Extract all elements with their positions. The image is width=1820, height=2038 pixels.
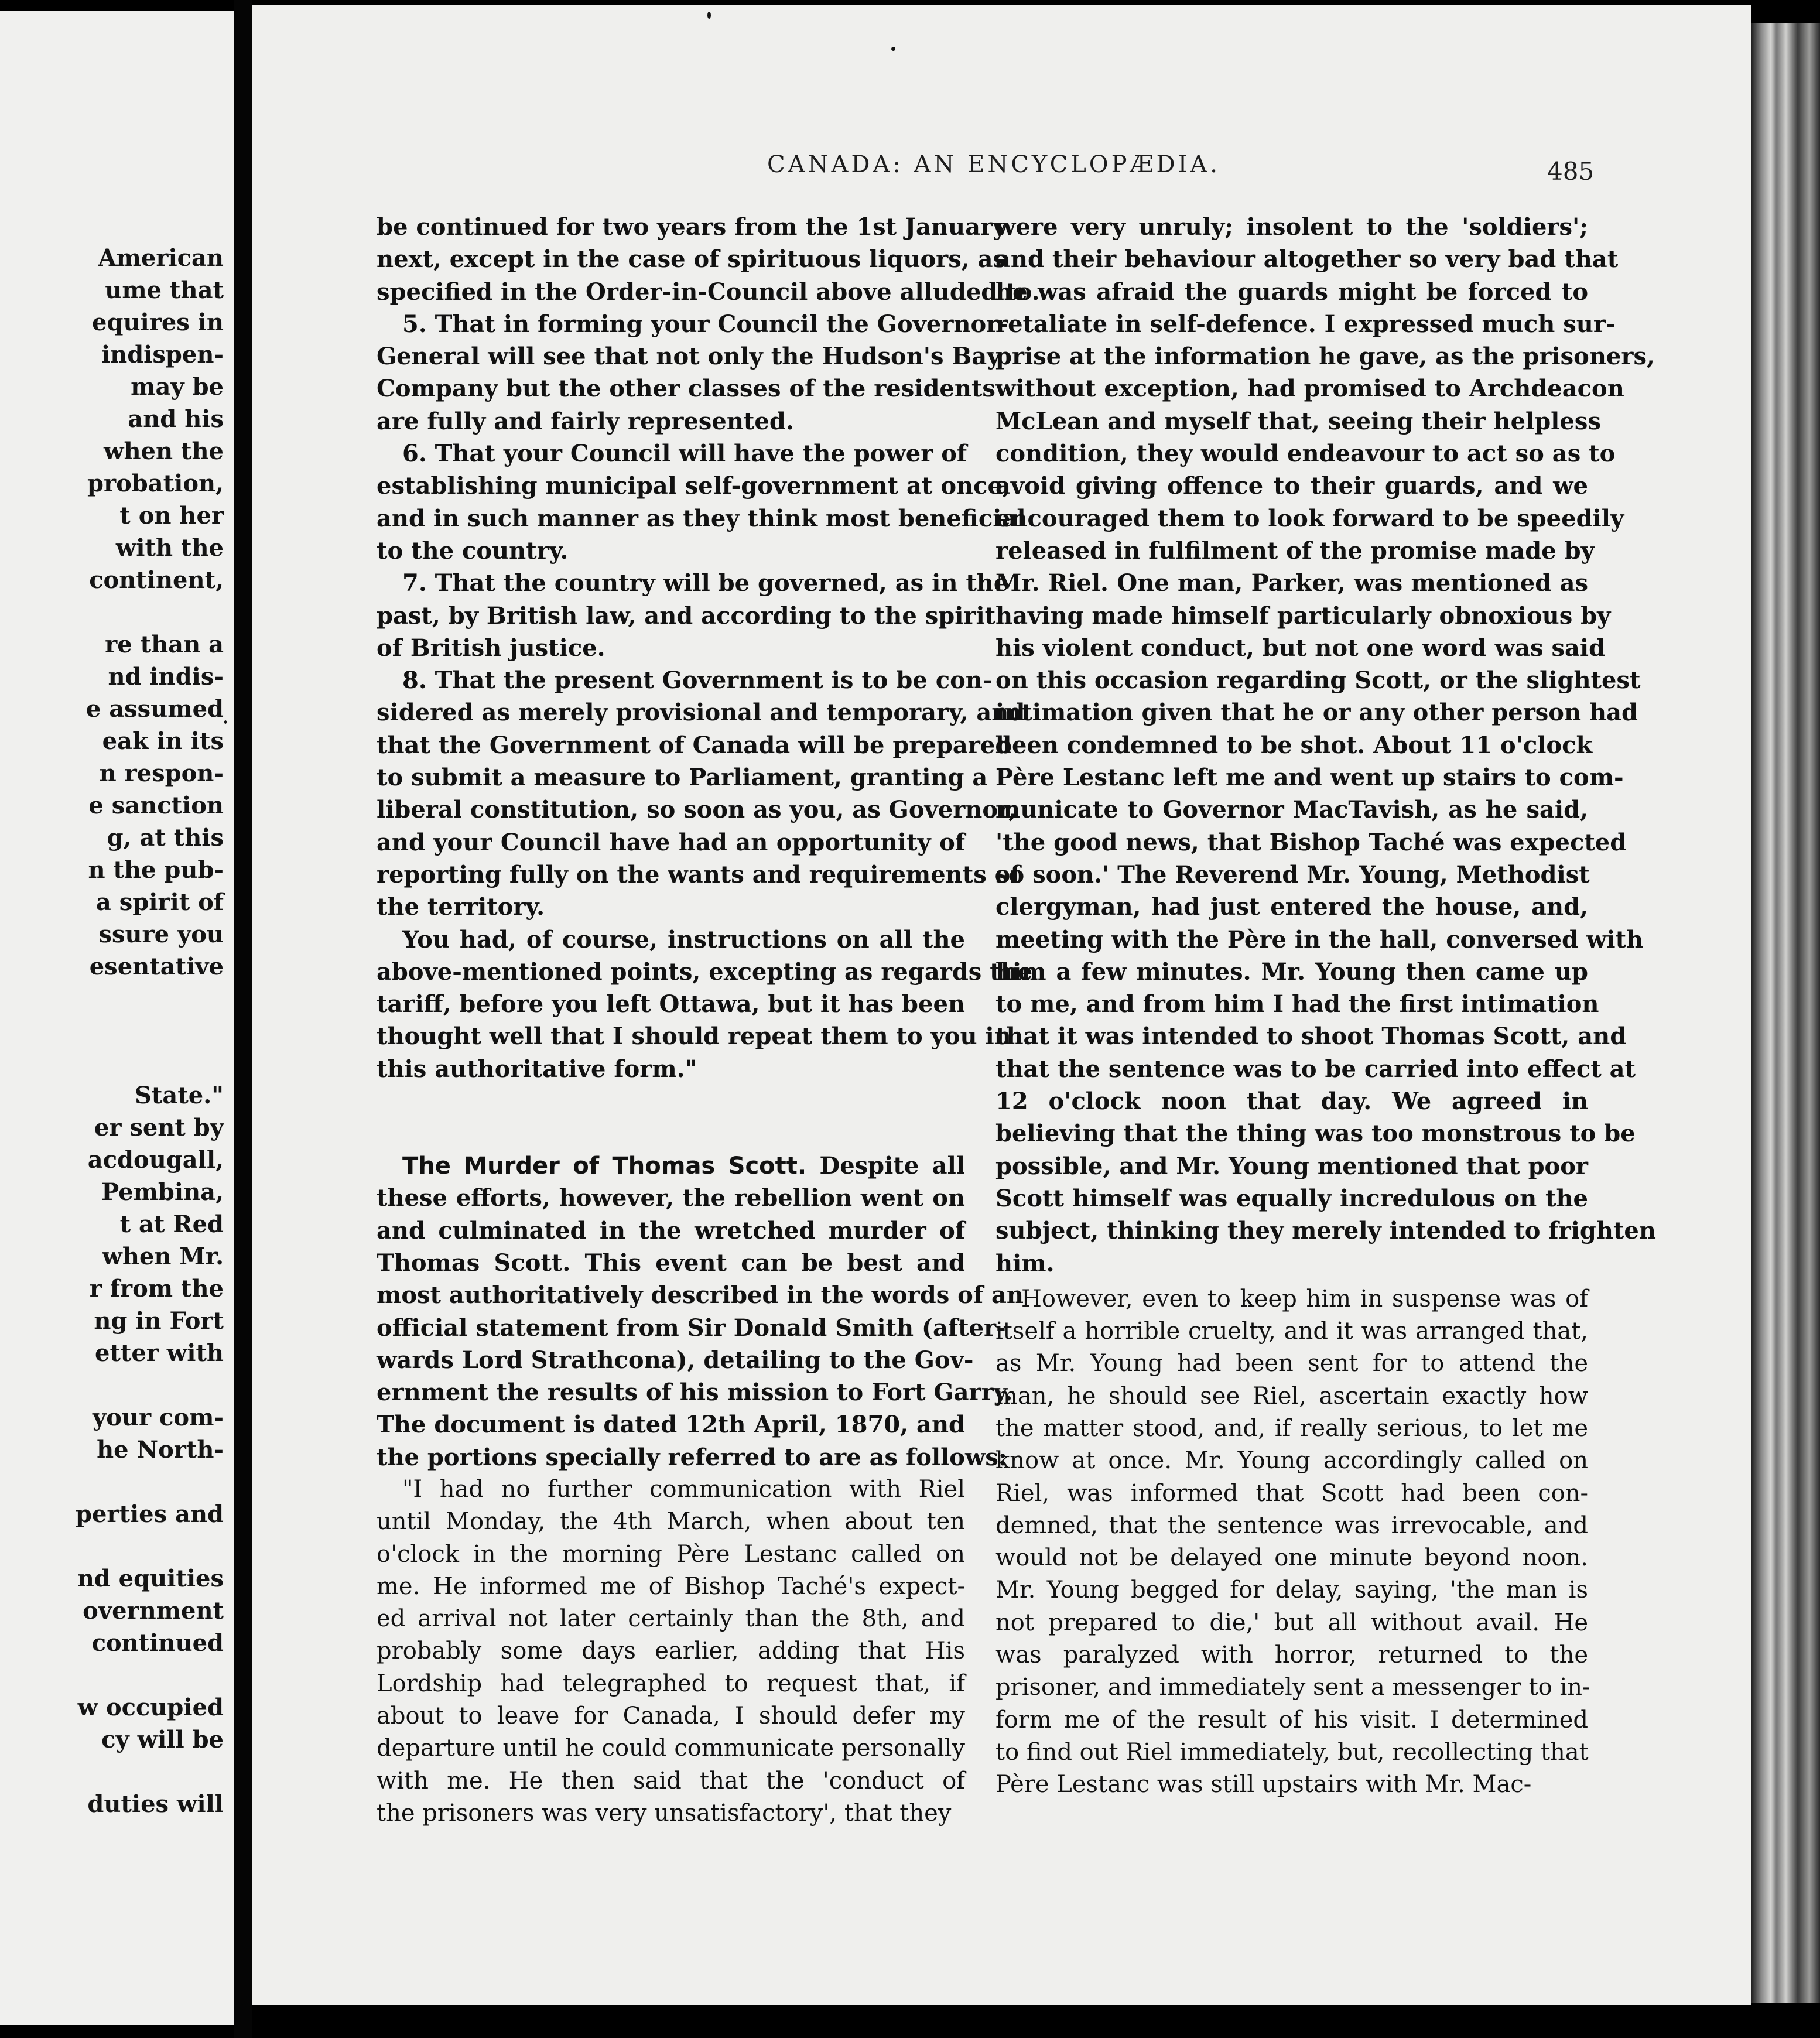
- continuation-paragraph: [377, 211, 1040, 308]
- text-line: 'the good news, that Bishop Taché was expected: [995, 828, 1627, 856]
- text-line: and your Council have had an opportunity of: [377, 828, 965, 856]
- text-line: probably some days earlier, adding that His: [377, 1637, 965, 1665]
- fragment-line: [1, 596, 224, 628]
- fragment-line: e sanction: [88, 792, 224, 819]
- text-line: without exception, had promised to Archdeacon: [995, 375, 1624, 403]
- text-line: establishing municipal self-government at once,: [377, 472, 1011, 500]
- section-heading: The Murder of Thomas Scott.: [402, 1153, 807, 1180]
- text-line: the territory.: [377, 893, 545, 921]
- text-line: been condemned to be shot. About 11 o'clock: [995, 731, 1593, 759]
- text-line: departure until he could communicate personally: [377, 1735, 965, 1762]
- speck-mark: [707, 12, 711, 19]
- text-line: me. He informed me of Bishop Taché's expect-: [377, 1572, 965, 1600]
- text-line: as Mr. Young had been sent for to attend the: [995, 1350, 1588, 1377]
- text-line: form me of the result of his visit. I determined: [995, 1706, 1588, 1733]
- text-line: Mr. Young begged for delay, saying, 'the man is: [995, 1577, 1588, 1604]
- text-line: subject, thinking they merely intended to frighten: [995, 1217, 1656, 1245]
- text-line: man, he should see Riel, ascertain exactly how: [995, 1382, 1588, 1410]
- text-line: specified in the Order-in-Council above alluded to.: [377, 278, 1040, 306]
- quote-paragraph: [377, 1473, 965, 1830]
- text-line: about to leave for Canada, I should defer my: [377, 1702, 965, 1730]
- text-line: on this occasion regarding Scott, or the slightest: [995, 666, 1641, 695]
- fragment-line: State.": [135, 1082, 224, 1109]
- text-line: to the country.: [377, 536, 569, 565]
- text-line: this authoritative form.": [377, 1055, 697, 1083]
- text-line: that the sentence was to be carried into effect at: [995, 1055, 1636, 1083]
- text-line: o'clock in the morning Père Lestanc called on: [377, 1540, 965, 1568]
- book-gutter: [234, 0, 252, 2038]
- left-page-text: [1, 242, 224, 1820]
- text-line: reporting fully on the wants and requirements of: [377, 860, 1021, 888]
- text-line: know at once. Mr. Young accordingly called on: [995, 1447, 1588, 1475]
- text-line: released in fulfilment of the promise made by: [995, 536, 1595, 565]
- text-line: believing that the thing was too monstrous to be: [995, 1120, 1636, 1148]
- item-8: [377, 664, 1025, 923]
- text-line: condition, they would endeavour to act so as to: [995, 440, 1616, 468]
- text-line: avoid giving offence to their guards, and we: [995, 472, 1588, 500]
- text-line: and their behaviour altogether so very bad that: [995, 245, 1619, 273]
- text-line: next, except in the case of spirituous liquors, as: [377, 245, 1007, 273]
- right-paragraph-1: [995, 211, 1656, 1280]
- text-line: until Monday, the 4th March, when about ten: [377, 1508, 965, 1536]
- fragment-line: re than a: [105, 631, 224, 658]
- text-line: prisoner, and immediately sent a messenger to in-: [995, 1674, 1590, 1701]
- text-line: above-mentioned points, excepting as regards the: [377, 958, 1033, 986]
- text-line: Thomas Scott. This event can be best and: [377, 1249, 965, 1277]
- fragment-line: [1, 1756, 224, 1788]
- text-line: that it was intended to shoot Thomas Scott, and: [995, 1023, 1627, 1051]
- text-line: municate to Governor MacTavish, as he said,: [995, 796, 1588, 824]
- fragment-line: American: [98, 244, 224, 272]
- section-first-line-rest: Despite all: [819, 1152, 965, 1180]
- text-line: 8. That the present Government is to be con-: [402, 666, 993, 695]
- fragment-line: g, at this: [107, 824, 224, 852]
- text-line: would not be delayed one minute beyond noon.: [995, 1544, 1588, 1572]
- fragment-line: perties and: [75, 1500, 224, 1528]
- text-line: encouraged them to look forward to be speedily: [995, 504, 1624, 532]
- text-line: to me, and from him I had the first intimation: [995, 990, 1599, 1018]
- fragment-line: [1, 1659, 224, 1691]
- fragment-line: indispen-: [101, 341, 224, 368]
- fragment-line: [1, 1015, 224, 1047]
- text-line: most authoritatively described in the words of an: [377, 1281, 1024, 1309]
- fragment-line: and his: [128, 405, 224, 433]
- text-line: Riel, was informed that Scott had been con-: [995, 1479, 1588, 1507]
- text-line: 6. That your Council will have the power of: [402, 440, 967, 468]
- text-line: him.: [995, 1249, 1055, 1277]
- speck-mark: [891, 47, 895, 51]
- text-line: intimation given that he or any other person had: [995, 699, 1638, 727]
- fragment-line: cy will be: [101, 1726, 224, 1753]
- fragment-line: ssure you: [98, 921, 224, 948]
- text-line: he was afraid the guards might be forced to: [995, 278, 1588, 306]
- text-line: and in such manner as they think most beneficial: [377, 504, 1026, 532]
- fragment-line: e assumed: [85, 695, 224, 723]
- fragment-line: [1, 983, 224, 1015]
- fragment-line: esentative: [89, 953, 224, 980]
- text-line: these efforts, however, the rebellion went on: [377, 1184, 965, 1212]
- fragment-line: continued: [91, 1629, 224, 1657]
- fragment-line: nd equities: [77, 1565, 224, 1592]
- fragment-line: your com-: [93, 1404, 224, 1431]
- fragment-line: with the: [115, 534, 224, 562]
- right-column: [995, 211, 1656, 1801]
- text-line: the matter stood, and, if really serious, to let me: [995, 1414, 1588, 1442]
- fragment-line: ng in Fort: [94, 1307, 224, 1335]
- running-head: CANADA: AN ENCYCLOPÆDIA.: [767, 151, 1221, 178]
- fragment-line: when the: [104, 437, 224, 465]
- fragment-line: [1, 1466, 224, 1498]
- text-line: Père Lestanc left me and went up stairs to com-: [995, 764, 1624, 792]
- text-line: "I had no further communication with Riel: [402, 1475, 965, 1503]
- text-line: having made himself particularly obnoxious by: [995, 601, 1611, 630]
- fragment-line: n respon-: [99, 760, 224, 787]
- text-line: Scott himself was equally incredulous on the: [995, 1184, 1588, 1212]
- text-line: not prepared to die,' but all without avail. He: [995, 1609, 1588, 1636]
- fragment-line: probation,: [87, 470, 224, 497]
- text-line: McLean and myself that, seeing their helpless: [995, 407, 1601, 435]
- text-line: tariff, before you left Ottawa, but it has been: [377, 990, 965, 1018]
- text-line: sidered as merely provisional and temporary, and: [377, 699, 1025, 727]
- text-line: were very unruly; insolent to the 'soldiers';: [995, 213, 1588, 241]
- text-line: be continued for two years from the 1st January: [377, 213, 1007, 241]
- section-paragraph: [377, 1150, 1024, 1473]
- text-line: thought well that I should repeat them to you in: [377, 1023, 1011, 1051]
- fragment-line: nd indis-: [108, 663, 224, 690]
- text-line: 5. That in forming your Council the Governor-: [402, 310, 1008, 338]
- text-line: General will see that not only the Hudson's Bay: [377, 343, 1001, 371]
- text-line: so soon.' The Reverend Mr. Young, Methodist: [995, 860, 1590, 888]
- left-page-fragment: [0, 11, 234, 2025]
- fragment-line: etter with: [94, 1339, 224, 1367]
- text-line: Company but the other classes of the residents: [377, 375, 995, 403]
- fragment-line: acdougall,: [87, 1146, 224, 1174]
- speck-mark: [224, 720, 227, 724]
- text-line: possible, and Mr. Young mentioned that poor: [995, 1152, 1588, 1180]
- text-line: are fully and fairly represented.: [377, 407, 794, 435]
- text-line: The document is dated 12th April, 1870, and: [377, 1411, 965, 1439]
- page-number: 485: [1547, 157, 1595, 186]
- text-line: However, even to keep him in suspense was of: [1021, 1285, 1588, 1312]
- text-line: with me. He then said that the 'conduct of: [377, 1767, 965, 1794]
- text-line: itself a horrible cruelty, and it was arranged that,: [995, 1318, 1588, 1345]
- text-line: You had, of course, instructions on all the: [402, 925, 965, 953]
- fragment-line: equires in: [92, 309, 224, 336]
- text-line: Père Lestanc was still upstairs with Mr. Mac-: [995, 1771, 1532, 1798]
- fragment-line: duties will: [87, 1790, 224, 1818]
- fragment-line: t at Red: [119, 1211, 224, 1238]
- text-line: meeting with the Père in the hall, conversed with: [995, 925, 1644, 953]
- fragment-line: er sent by: [94, 1114, 224, 1141]
- text-line: his violent conduct, but not one word was said: [995, 634, 1606, 662]
- page-edge: [1751, 23, 1820, 2003]
- item-5: [377, 308, 1008, 437]
- text-line: ernment the results of his mission to Fort Garry.: [377, 1379, 1013, 1407]
- fragment-line: [1, 1369, 224, 1401]
- item-6: [377, 437, 1026, 567]
- closing-paragraph: [377, 924, 1033, 1085]
- text-line: prise at the information he gave, as the prisoners,: [995, 343, 1655, 371]
- fragment-line: w occupied: [77, 1694, 224, 1721]
- fragment-line: [1, 1047, 224, 1079]
- text-line: official statement from Sir Donald Smith (after-: [377, 1314, 1006, 1342]
- fragment-line: may be: [131, 373, 224, 401]
- text-line: of British justice.: [377, 634, 605, 662]
- fragment-line: Pembina,: [101, 1178, 224, 1206]
- fragment-line: r from the: [89, 1275, 224, 1302]
- text-line: Mr. Riel. One man, Parker, was mentioned as: [995, 569, 1588, 597]
- text-line: the portions specially referred to are as follows:: [377, 1443, 1007, 1471]
- item-7: [377, 567, 1009, 664]
- fragment-line: continent,: [89, 566, 224, 594]
- text-line: was paralyzed with horror, returned to the: [995, 1642, 1588, 1669]
- text-line: clergyman, had just entered the house, and,: [995, 893, 1588, 921]
- text-line: past, by British law, and according to the spirit: [377, 601, 996, 630]
- right-paragraph-2: [995, 1283, 1588, 1801]
- text-line: retaliate in self-defence. I expressed much sur-: [995, 310, 1616, 338]
- fragment-line: n the pub-: [88, 856, 224, 884]
- text-line: demned, that the sentence was irrevocable, and: [995, 1512, 1588, 1539]
- text-line: him a few minutes. Mr. Young then came up: [995, 958, 1588, 986]
- fragment-line: [1, 1530, 224, 1562]
- fragment-line: he North-: [97, 1436, 224, 1463]
- fragment-line: when Mr.: [102, 1243, 224, 1270]
- text-line: Lordship had telegraphed to request that, if: [377, 1670, 965, 1697]
- fragment-line: ume that: [105, 276, 224, 304]
- text-line: to find out Riel immediately, but, recollecting that: [995, 1738, 1589, 1766]
- text-line: 7. That the country will be governed, as in the: [402, 569, 1009, 597]
- text-line: ed arrival not later certainly than the 8th, and: [377, 1605, 965, 1633]
- text-line: liberal constitution, so soon as you, as Governor,: [377, 796, 1017, 824]
- text-line: that the Government of Canada will be prepared: [377, 731, 1012, 759]
- text-line: to submit a measure to Parliament, granting a: [377, 764, 988, 792]
- text-line: 12 o'clock noon that day. We agreed in: [995, 1088, 1588, 1116]
- fragment-line: t on her: [119, 502, 224, 529]
- text-line: wards Lord Strathcona), detailing to the Gov-: [377, 1346, 974, 1374]
- text-line: and culminated in the wretched murder of: [377, 1216, 965, 1244]
- section-first-line: [377, 1150, 965, 1182]
- fragment-line: eak in its: [102, 727, 224, 755]
- fragment-line: overnment: [83, 1597, 224, 1625]
- fragment-line: a spirit of: [95, 888, 224, 916]
- text-line: the prisoners was very unsatisfactory', that they: [377, 1799, 952, 1827]
